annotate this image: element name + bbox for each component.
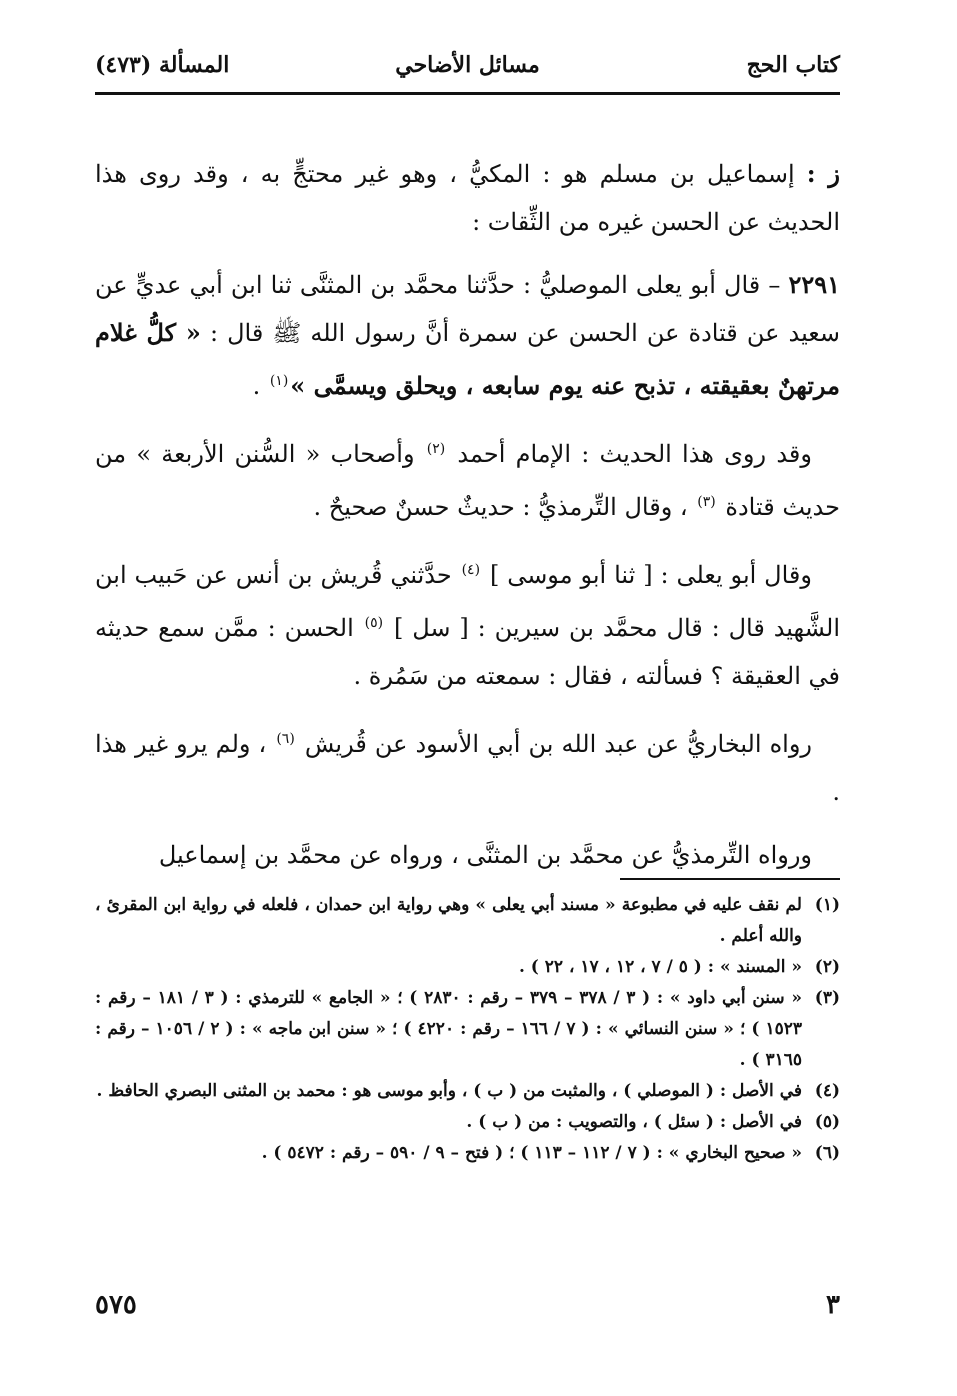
editor-mark: ز : <box>806 159 840 188</box>
header-book-title: كتاب الحج <box>746 52 840 78</box>
paragraph-text: وقال أبو يعلى : [ ثنا أبو موسى ] <box>482 561 812 589</box>
footnote-ref: (١) <box>269 373 289 389</box>
paragraph-text: ، ولم يرو غير هذا . <box>95 730 840 806</box>
footnote <box>95 952 840 983</box>
footnote <box>95 1138 840 1169</box>
footnote-number: (٦) <box>814 1143 840 1163</box>
paragraph-text: إسماعيل بن مسلم هو : المكيُّ ، وهو غير محتجٍّ به ، وقد روى هذا الحديث عن الحسن غيره من الثِّقات : <box>95 160 840 236</box>
paragraph-text: . <box>252 372 268 400</box>
footnote-ref: (٢) <box>426 441 446 457</box>
hadith-number: ٢٢٩١ <box>788 270 840 299</box>
footnote-text: « المسند » : ( ٥ / ٧ ، ١٢ ، ١٧ ، ٢٢ ) . <box>518 957 802 977</box>
hadith-paragraph <box>95 261 840 410</box>
running-header <box>95 52 840 92</box>
footnote-rule <box>620 878 840 880</box>
footnote-number: (١) <box>814 895 840 915</box>
paragraph-text: – قال أبو يعلى الموصليُّ : حدَّثنا محمَّد بن المثنَّى ثنا ابن أبي عديٍّ عن سعيد عن قتادة عن الحسن عن سمرة أنَّ رسول الله ﷺ قال : <box>95 271 840 347</box>
footnote-ref: (٦) <box>276 731 295 747</box>
paragraph-text: رواه البخاريُّ عن عبد الله بن أبي الأسود عن قُريش <box>296 730 813 758</box>
footnote <box>95 983 840 1076</box>
footnote-text: « سنن أبي داود » : ( ٣ / ٣٧٨ – ٣٧٩ – رقم : ٢٨٣٠ ) ؛ « الجامع » للترمذي : ( ٣ / ١٨١ – رقم : ١٥٢٣ ) ؛ « سنن النسائي » : ( ٧ / ١٦٦ – رقم : ٤٢٢٠ ) ؛ « سنن ابن ماجه » : ( ٢ / ١٠٥٦ – رقم : ٣١٦٥ ) . <box>95 988 803 1070</box>
paragraph-text: وأصحاب « السُّنن الأربعة » من حديث قتادة <box>95 440 840 521</box>
paragraph-text: الحسن : ممَّن سمع حديثه في العقيقة ؟ فسألته ، فقال : سمعته من سَمُرة . <box>95 614 840 690</box>
footnote <box>95 1107 840 1138</box>
footnote <box>95 890 840 952</box>
footnote-number: (٤) <box>814 1081 840 1101</box>
footnote-text: في الأصل : ( الموصلي ) ، والمثبت من ( ب ) ، وأبو موسى هو : محمد بن المثنى البصري الحافظ . <box>96 1081 802 1101</box>
paragraph-text: ورواه التِّرمذيُّ عن محمَّد بن المثنَّى ، ورواه عن محمَّد بن إسماعيل <box>158 841 812 869</box>
paragraph <box>95 831 840 879</box>
hadith-quote: « كلُّ غلام مرتهنٌ بعقيقته ، تذبح عنه يوم سابعه ، ويحلق ويسمَّى » <box>95 318 840 400</box>
footnote-text: « صحيح البخاري » : ( ٧ / ١١٢ – ١١٣ ) ؛ ( فتح – ٩ / ٥٩٠ – رقم : ٥٤٧٢ ) . <box>261 1143 802 1163</box>
header-issue-number: المسألة (٤٧٣) <box>95 52 230 78</box>
footnote-ref: (٣) <box>697 494 716 510</box>
paragraph <box>95 425 840 531</box>
volume-number: ٣ <box>826 1290 840 1320</box>
paragraph <box>95 150 840 246</box>
footnote-ref: (٥) <box>364 615 384 631</box>
page-number: ٥٧٥ <box>95 1290 137 1320</box>
footnotes <box>95 890 840 1169</box>
header-rule <box>95 92 840 95</box>
footnote-ref: (٤) <box>461 562 481 578</box>
paragraph-text: حدَّثني قُريش بن أنس عن حَبيب ابن الشَّهيد قال : قال محمَّد بن سيرين : [ سل ] <box>95 561 840 642</box>
paragraph-text: ، وقال التِّرمذيُّ : حديثٌ حسنٌ صحيحٌ . <box>313 493 696 521</box>
footnote-number: (٢) <box>814 957 840 977</box>
footnote-text: لم نقف عليه في مطبوعة « مسند أبي يعلى » وهي رواية ابن حمدان ، فلعله في رواية ابن المقرئ ، والله أعلم . <box>95 895 802 946</box>
footnote-number: (٥) <box>814 1112 840 1132</box>
footnote-number: (٣) <box>814 988 840 1008</box>
header-chapter-title: مسائل الأضاحي <box>395 52 540 78</box>
paragraph <box>95 546 840 700</box>
footnote-text: في الأصل : ( سئل ) ، والتصويب : من ( ب ) . <box>466 1112 802 1132</box>
page-footer <box>95 1290 840 1330</box>
footnote <box>95 1076 840 1107</box>
paragraph-text: وقد روى هذا الحديث : الإمام أحمد <box>447 440 812 468</box>
main-text <box>95 150 840 894</box>
paragraph <box>95 715 840 816</box>
